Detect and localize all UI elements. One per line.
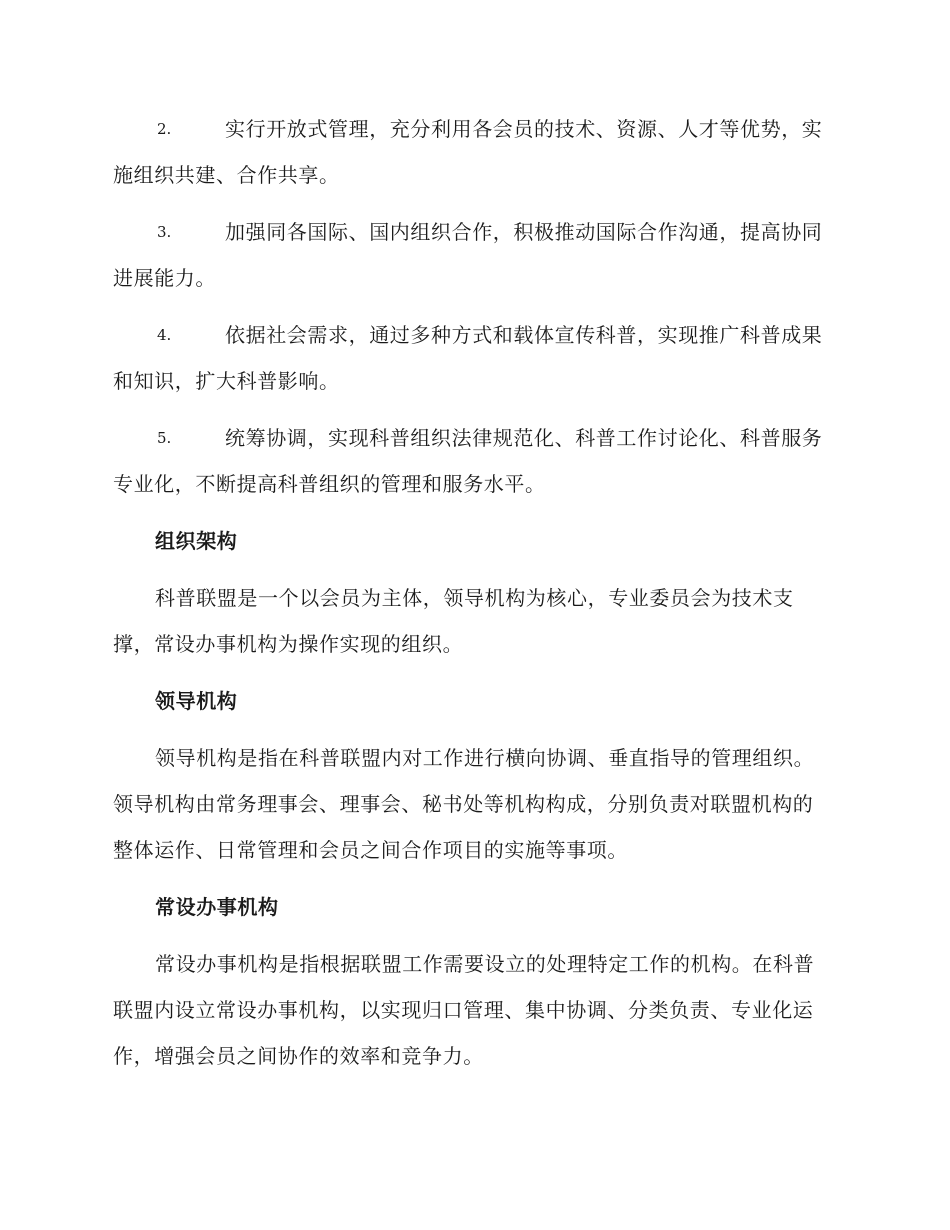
document-body	[113, 106, 833, 1090]
list-item-text: 实行开放式管理，充分利用各会员的技术、资源、人才等优势，实施组织共建、合作共享。	[113, 117, 823, 187]
section-paragraph: 科普联盟是一个以会员为主体，领导机构为核心，专业委员会为技术支撑，常设办事机构为操作实现的组织。	[113, 586, 794, 656]
list-number: 3.	[157, 223, 172, 241]
list-number: 5.	[157, 429, 172, 447]
section-heading: 组织架构	[155, 529, 238, 553]
list-item	[113, 106, 833, 198]
list-number: 4.	[157, 326, 172, 344]
section-heading: 常设办事机构	[155, 895, 279, 919]
section-paragraph: 常设办事机构是指根据联盟工作需要设立的处理特定工作的机构。在科普联盟内设立常设办事机构，以实现归口管理、集中协调、分类负责、专业化运作，增强会员之间协作的效率和竞争力。	[113, 952, 815, 1068]
list-item-text: 加强同各国际、国内组织合作，积极推动国际合作沟通，提高协同进展能力。	[113, 220, 823, 290]
list-item	[113, 415, 833, 507]
section-heading: 领导机构	[155, 689, 238, 713]
list-item-text: 统筹协调，实现科普组织法律规范化、科普工作讨论化、科普服务专业化，不断提高科普组织的管理和服务水平。	[113, 426, 823, 496]
section-paragraph: 领导机构是指在科普联盟内对工作进行横向协调、垂直指导的管理组织。领导机构由常务理事会、理事会、秘书处等机构构成，分别负责对联盟机构的整体运作、日常管理和会员之间合作项目的实施等事项。	[113, 746, 815, 862]
list-number: 2.	[157, 120, 172, 138]
list-item	[113, 312, 833, 404]
list-item-text: 依据社会需求，通过多种方式和载体宣传科普，实现推广科普成果和知识，扩大科普影响。	[113, 323, 823, 393]
list-item	[113, 209, 833, 301]
